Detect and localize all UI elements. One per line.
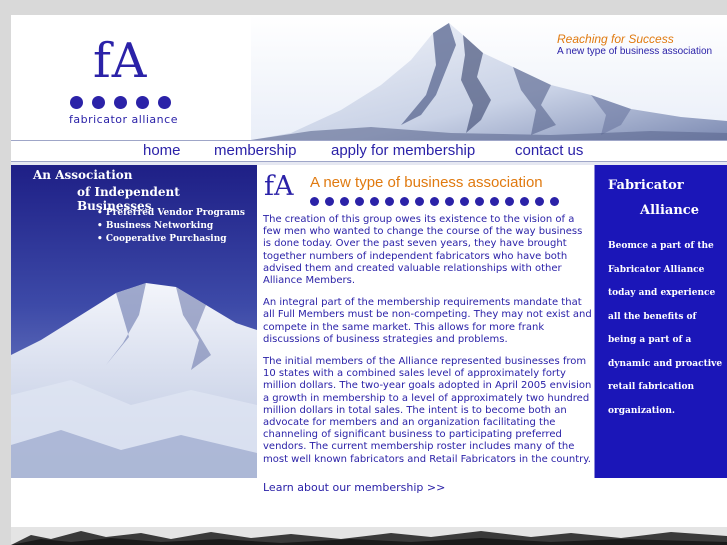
logo-dots [70,96,171,109]
main-content [262,165,594,505]
footer-mountain-strip [11,527,727,545]
content-paragraph: An integral part of the membership requirements mandate that all Full Members must be non-competing. They may not exist and compete in the same market. This allows for more frank discussions of business strategies and problems. [263,297,592,345]
nav-membership[interactable]: membership [214,142,297,159]
bullet-cooperative-purchasing: • Cooperative Purchasing [97,234,227,244]
logo-subtitle: fabricator alliance [69,113,178,126]
right-panel-body: Beomce a part of the Fabricator Alliance today and experience all the benefits of being a part of a dynamic and proactive retail fabrication organization. [608,241,723,416]
right-panel-title-line2: Alliance [640,203,699,218]
left-panel-bullets [97,207,245,246]
tagline-headline: Reaching for Success [557,32,674,46]
content-paragraph: The initial members of the Alliance represented businesses from 10 states with a combined sales level of approximately forty million dollars. The two-year goals adopted in April 2005 envision a growth in membership to a level of approximately two hundred million dollars in total sales. The intent is to become both an advocate for members and an organization facilitating the channeling of significant business to participating preferred vendors. The current membership roster includes many of the most well known fabricators and Retail Fabricators in the country. [263,356,592,465]
right-promo-panel [594,165,727,478]
content-logo-mark: fA [264,171,294,202]
nav-apply-for-membership[interactable]: apply for membership [331,142,476,159]
tagline-subline: A new type of business association [557,46,713,57]
nav-contact-us[interactable]: contact us [515,142,584,159]
left-feature-panel [11,165,257,478]
logo-mark: fA [93,33,148,89]
left-panel-title-line2: of Independent Businesses [77,185,180,213]
main-nav [11,140,727,162]
content-paragraph: The creation of this group owes its existence to the vision of a few men who wanted to change the course of the way business is done today. Over the past seven years, they have brought together numbers of independent fabricators who have both advised them and created valuable relationships with other Alliance Members. [263,214,583,287]
logo[interactable] [11,15,251,140]
content-dots [310,197,559,206]
right-panel-title-line1: Fabricator [608,178,684,193]
bullet-preferred-vendor: • Preferred Vendor Programs [97,208,245,218]
bullet-business-networking: • Business Networking [97,221,214,231]
content-title: A new type of business association [310,174,543,191]
content-body [263,214,593,476]
nav-home[interactable]: home [143,142,181,159]
left-panel-title-line1: An Association [33,168,133,182]
learn-membership-link[interactable]: Learn about our membership >> [263,481,446,494]
page [11,15,727,545]
